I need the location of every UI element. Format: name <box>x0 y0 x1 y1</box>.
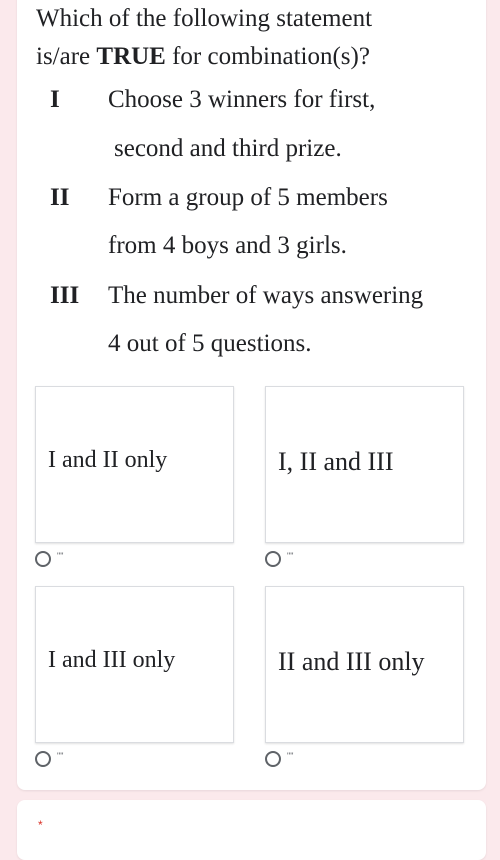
option-label: I, II and III <box>278 447 394 476</box>
radio-caption: "" <box>57 551 64 561</box>
radio-button-option-1[interactable] <box>35 551 51 567</box>
next-question-card <box>17 800 486 860</box>
statement-number: III <box>50 282 80 309</box>
radio-caption: "" <box>57 751 64 761</box>
statement-text: Form a group of 5 members <box>108 184 388 211</box>
statement-text: 4 out of 5 questions. <box>108 330 312 357</box>
question-line-2: is/are TRUE for combination(s)? <box>36 43 370 70</box>
option-label: II and III only <box>278 647 425 676</box>
statement-number: II <box>50 184 70 211</box>
option-label: I and III only <box>48 647 176 673</box>
statement-text: from 4 boys and 3 girls. <box>108 232 347 259</box>
option-choice-1[interactable] <box>35 386 234 543</box>
question-line-1: Which of the following statement <box>36 5 373 32</box>
statement-number: I <box>50 86 60 113</box>
option-choice-4[interactable] <box>265 586 464 743</box>
question-emphasis: TRUE <box>96 43 166 70</box>
option-choice-2[interactable] <box>265 386 464 543</box>
question-text <box>36 0 476 76</box>
option-choice-3[interactable] <box>35 586 234 743</box>
radio-button-option-2[interactable] <box>265 551 281 567</box>
statement-text: The number of ways answering <box>108 282 424 309</box>
radio-caption: "" <box>287 751 294 761</box>
radio-button-option-3[interactable] <box>35 751 51 767</box>
statement-text: second and third prize. <box>114 135 342 162</box>
radio-caption: "" <box>287 551 294 561</box>
statement-text: Choose 3 winners for first, <box>108 86 376 113</box>
radio-button-option-4[interactable] <box>265 751 281 767</box>
question-card <box>17 0 486 790</box>
option-label: I and II only <box>48 447 168 473</box>
required-marker: * <box>38 818 43 832</box>
